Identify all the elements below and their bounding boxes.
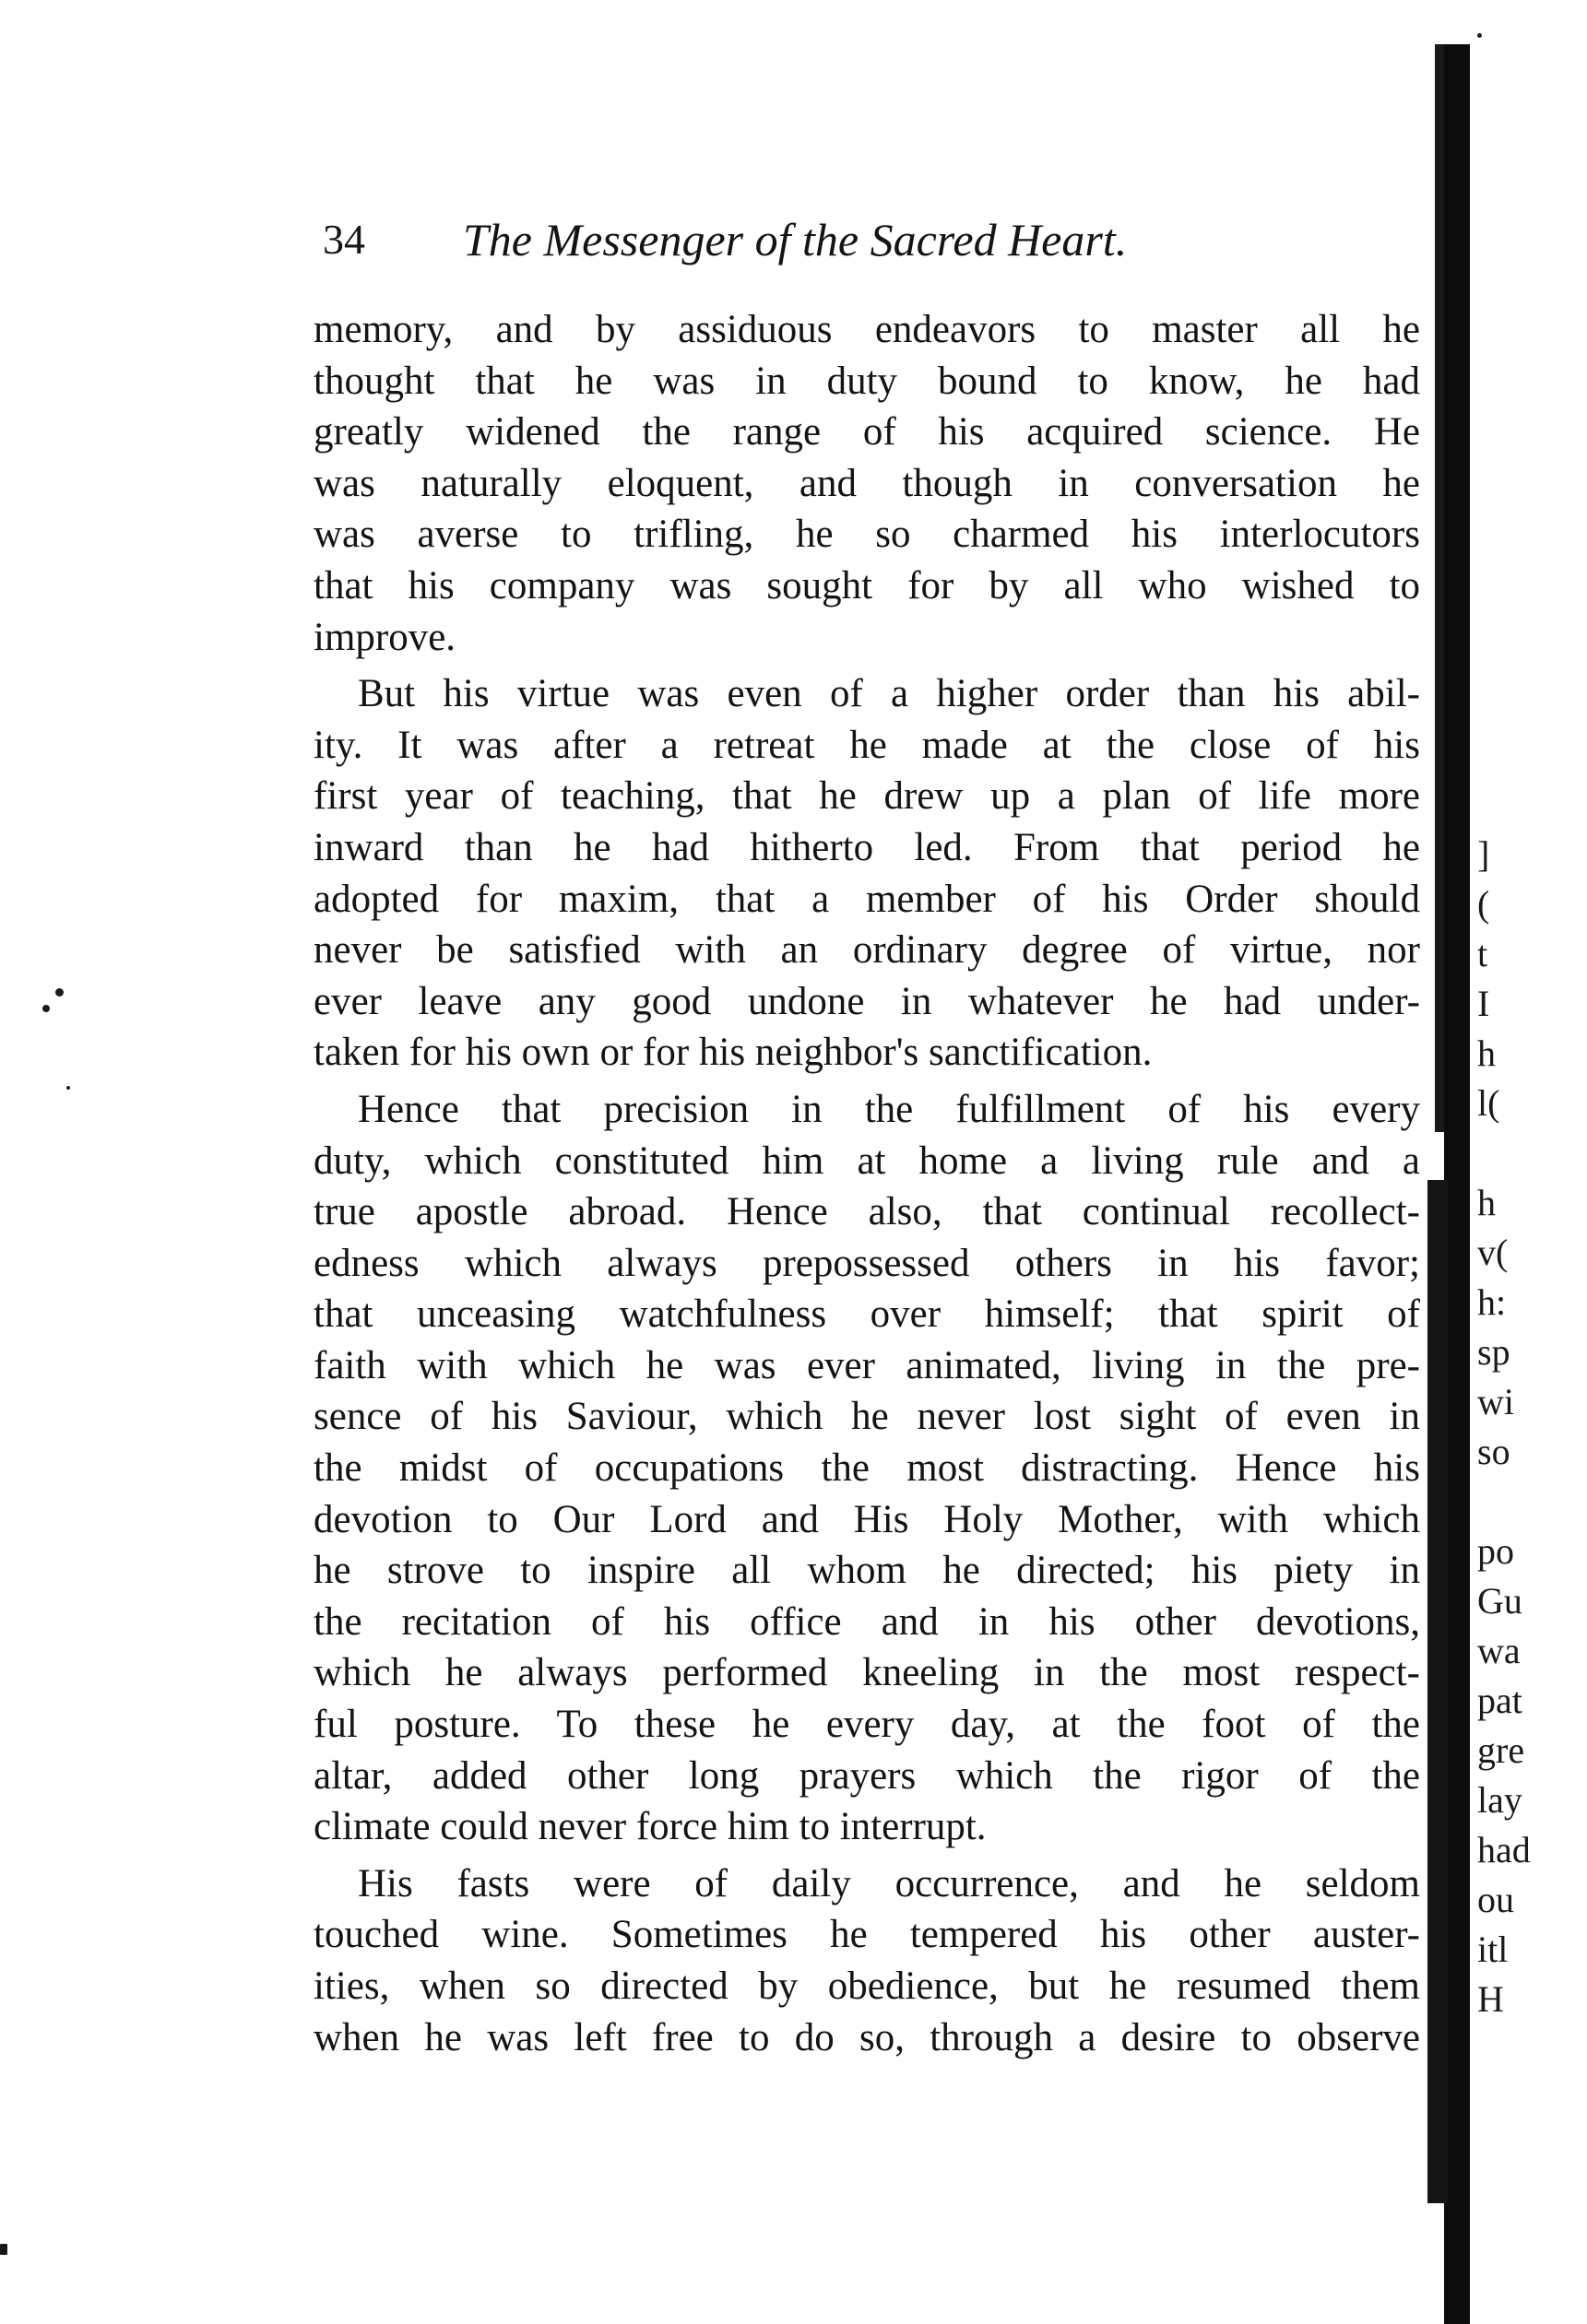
scan-speck (42, 1005, 50, 1012)
bleed-fragment: had (1477, 1829, 1531, 1870)
text-line: altar, added other long prayers which the rigor of the (314, 1753, 1420, 1798)
text-line: that his company was sought for by all who wished to (314, 563, 1420, 608)
text-line: when he was left free to do so, through a desire to observe (314, 2015, 1420, 2059)
bleed-fragment: h (1477, 1032, 1496, 1074)
bleed-fragment: so (1477, 1431, 1510, 1472)
text-line: memory, and by assiduous endeavors to master all he (314, 308, 1420, 351)
text-line: His fasts were of daily occurrence, and he seldom (358, 1861, 1420, 1905)
text-line: climate could never force him to interrupt. (314, 1805, 987, 1849)
text-line: was naturally eloquent, and though in conversation he (314, 461, 1420, 505)
text-line: But his virtue was even of a higher order than his abil- (358, 672, 1420, 716)
text-line: he strove to inspire all whom he directed; his piety in (314, 1549, 1420, 1593)
bleed-fragment: H (1477, 1978, 1504, 2020)
text-line: improve. (314, 615, 456, 659)
bleed-fragment: v( (1477, 1232, 1509, 1273)
text-line: faith with which he was ever animated, living in the pre- (314, 1343, 1420, 1387)
bleed-fragment: ( (1477, 883, 1490, 925)
bleed-fragment: l( (1477, 1082, 1500, 1124)
text-line: thought that he was in duty bound to know, he had (314, 359, 1420, 403)
text-line: the recitation of his office and in his other devotions, (314, 1599, 1420, 1644)
text-line: devotion to Our Lord and His Holy Mother, with which (314, 1497, 1420, 1541)
bleed-fragment: Gu (1477, 1580, 1522, 1622)
text-line: ever leave any good undone in whatever he had under- (314, 979, 1420, 1023)
bleed-fragment: ou (1477, 1879, 1514, 1920)
text-line: edness which always prepossessed others in his favor; (314, 1241, 1420, 1285)
text-line: sence of his Saviour, which he never lost sight of even in (314, 1395, 1420, 1439)
bleed-fragment (1477, 1477, 1569, 1527)
bleed-fragment: h (1477, 1182, 1496, 1223)
text-line: was averse to trifling, he so charmed his interlocutors (314, 513, 1420, 557)
page-number: 34 (323, 216, 365, 263)
text-line: ities, when so directed by obedience, but he resumed them (314, 1964, 1420, 2008)
facing-page-bleed (1477, 830, 1569, 2024)
bleed-fragment: sp (1477, 1331, 1510, 1373)
text-line: touched wine. Sometimes he tempered his other auster- (314, 1913, 1420, 1957)
text-line: ful posture. To these he every day, at the foot of the (314, 1703, 1420, 1747)
text-line: ity. It was after a retreat he made at the close of his (314, 723, 1420, 767)
bleed-fragment: wi (1477, 1381, 1514, 1422)
bleed-fragment: itl (1477, 1929, 1509, 1970)
text-line: taken for his own or for his neighbor's sanctification. (314, 1031, 1153, 1075)
bleed-fragment (1477, 1128, 1569, 1178)
paragraph (314, 1084, 1420, 1853)
bleed-fragment: wa (1477, 1630, 1521, 1671)
text-line: Hence that precision in the fulfillment of his every (358, 1087, 1420, 1131)
running-head (314, 214, 1402, 278)
bleed-fragment: gre (1477, 1729, 1525, 1771)
binding-edge (1444, 44, 1470, 2324)
paragraph (314, 304, 1420, 663)
text-line: the midst of occupations the most distracting. Hence his (314, 1446, 1420, 1491)
text-line: greatly widened the range of his acquired science. He (314, 410, 1420, 454)
bleed-fragment: lay (1477, 1779, 1522, 1821)
scan-speck (66, 1086, 70, 1090)
scan-speck (1477, 33, 1482, 38)
paragraph (314, 1858, 1420, 2063)
text-line: true apostle abroad. Hence also, that continual recollect- (314, 1190, 1420, 1234)
text-line: duty, which constituted him at home a living rule and a (314, 1138, 1420, 1183)
scan-speck (55, 988, 64, 997)
text-line: never be satisfied with an ordinary degree of virtue, nor (314, 928, 1420, 973)
binding-edge-lower (1427, 1180, 1448, 2203)
bleed-fragment: po (1477, 1530, 1514, 1572)
bleed-fragment: t (1477, 933, 1488, 974)
bleed-fragment: h: (1477, 1281, 1507, 1323)
text-line: adopted for maxim, that a member of his Order should (314, 877, 1420, 921)
running-title: The Messenger of the Sacred Heart. (463, 214, 1128, 265)
text-line: inward than he had hitherto led. From that period he (314, 825, 1420, 869)
text-line: that unceasing watchfulness over himself; that spirit of (314, 1292, 1420, 1337)
bleed-fragment: I (1477, 983, 1490, 1024)
scan-speck (0, 2244, 7, 2255)
text-line: first year of teaching, that he drew up a plan of life more (314, 774, 1420, 819)
text-line: which he always performed kneeling in the most respect- (314, 1651, 1420, 1695)
body-text (314, 304, 1420, 2069)
bleed-fragment: pat (1477, 1680, 1522, 1721)
paragraph (314, 668, 1420, 1079)
bleed-fragment: ] (1477, 833, 1490, 875)
